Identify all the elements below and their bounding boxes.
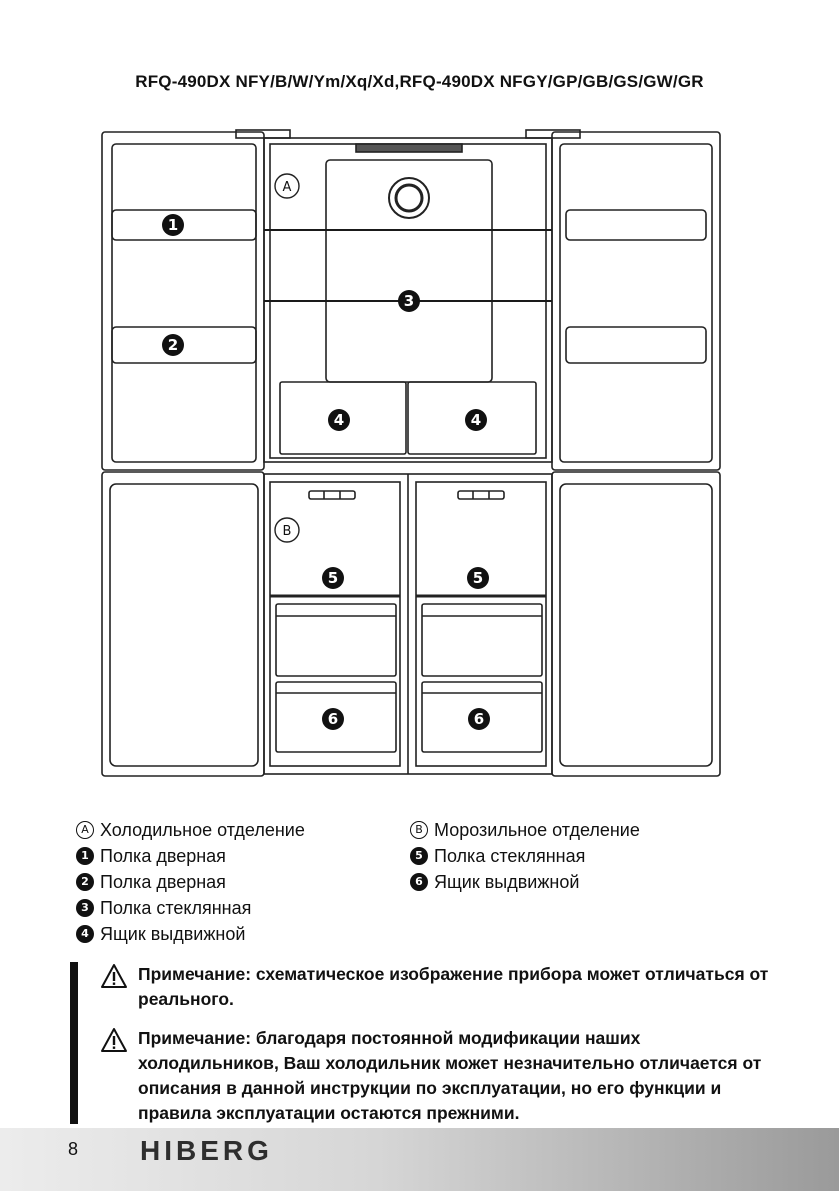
left-lower-door [102, 472, 264, 776]
legend-badge: 3 [76, 899, 94, 917]
legend-text: Полка стеклянная [434, 846, 586, 866]
note-text: Примечание: благодаря постоянной модификации наших холодильников, Ваш холодильник может незначительно отличается от описания в данной инструкции по эксплуатации, но его функции и правила эксплуатации остаются прежними. [138, 1028, 762, 1123]
vent-left [309, 491, 355, 499]
legend-badge: 6 [410, 873, 428, 891]
door-shelf-1-right [566, 210, 706, 240]
door-shelf-2-right [566, 327, 706, 363]
legend-badge: 1 [76, 847, 94, 865]
left-upper-door [102, 132, 264, 470]
legend-text: Холодильное отделение [100, 820, 305, 840]
legend-text: Ящик выдвижной [100, 924, 246, 944]
legend-right [410, 817, 640, 895]
legend-text: Полка стеклянная [100, 898, 252, 918]
legend-item [76, 921, 305, 947]
tank-cap-inner [396, 185, 422, 211]
note-item [100, 962, 770, 1012]
legend-item [410, 843, 640, 869]
freezer-upper-drawer-left [276, 604, 396, 676]
legend-badge: 5 [410, 847, 428, 865]
left-lower-door-liner [110, 484, 258, 766]
legend-item [76, 817, 305, 843]
top-hinge-left [236, 130, 290, 138]
vent-right [458, 491, 504, 499]
model-title: RFQ-490DX NFY/B/W/Ym/Xq/Xd,RFQ-490DX NFGY/GP/GB/GS/GW/GR [135, 72, 704, 91]
legend-item [76, 843, 305, 869]
marker-4-left-label: 4 [333, 411, 345, 429]
water-tank [326, 160, 492, 382]
legend-left [76, 817, 305, 947]
notes-block [70, 962, 770, 1124]
marker-6-right-label: 6 [473, 710, 485, 728]
warning-icon [100, 1027, 128, 1053]
marker-1-label: 1 [167, 216, 179, 234]
right-upper-door [552, 132, 720, 470]
marker-b-label: B [282, 524, 292, 539]
footer-bar [0, 1128, 839, 1191]
legend-badge: 2 [76, 873, 94, 891]
legend-item [410, 817, 640, 843]
freezer-upper-drawer-right [422, 604, 542, 676]
right-lower-door [552, 472, 720, 776]
brand-logo: HIBERG [140, 1135, 273, 1166]
left-upper-door-liner [112, 144, 256, 462]
warning-icon [100, 963, 128, 989]
page-number: 8 [68, 1139, 79, 1159]
legend-item [410, 869, 640, 895]
legend-text: Полка дверная [100, 872, 226, 892]
light-strip [356, 144, 462, 152]
right-lower-door-liner [560, 484, 712, 766]
right-upper-door-liner [560, 144, 712, 462]
legend-badge: 4 [76, 925, 94, 943]
legend-text: Ящик выдвижной [434, 872, 580, 892]
note-item [100, 1026, 770, 1126]
marker-5-left-label: 5 [327, 569, 339, 587]
legend-text: Морозильное отделение [434, 820, 640, 840]
legend-text: Полка дверная [100, 846, 226, 866]
marker-2-label: 2 [167, 336, 179, 354]
legend-badge: A [76, 821, 94, 839]
marker-5-right-label: 5 [472, 569, 484, 587]
marker-3-label: 3 [403, 292, 415, 310]
marker-a-label: A [282, 180, 292, 195]
legend-badge: B [410, 821, 428, 839]
fridge-diagram [0, 120, 839, 790]
note-text: Примечание: схематическое изображение прибора может отличаться от реального. [138, 964, 769, 1009]
top-hinge-right [526, 130, 580, 138]
marker-4-right-label: 4 [470, 411, 482, 429]
marker-6-left-label: 6 [327, 710, 339, 728]
legend-item [76, 869, 305, 895]
legend-item [76, 895, 305, 921]
